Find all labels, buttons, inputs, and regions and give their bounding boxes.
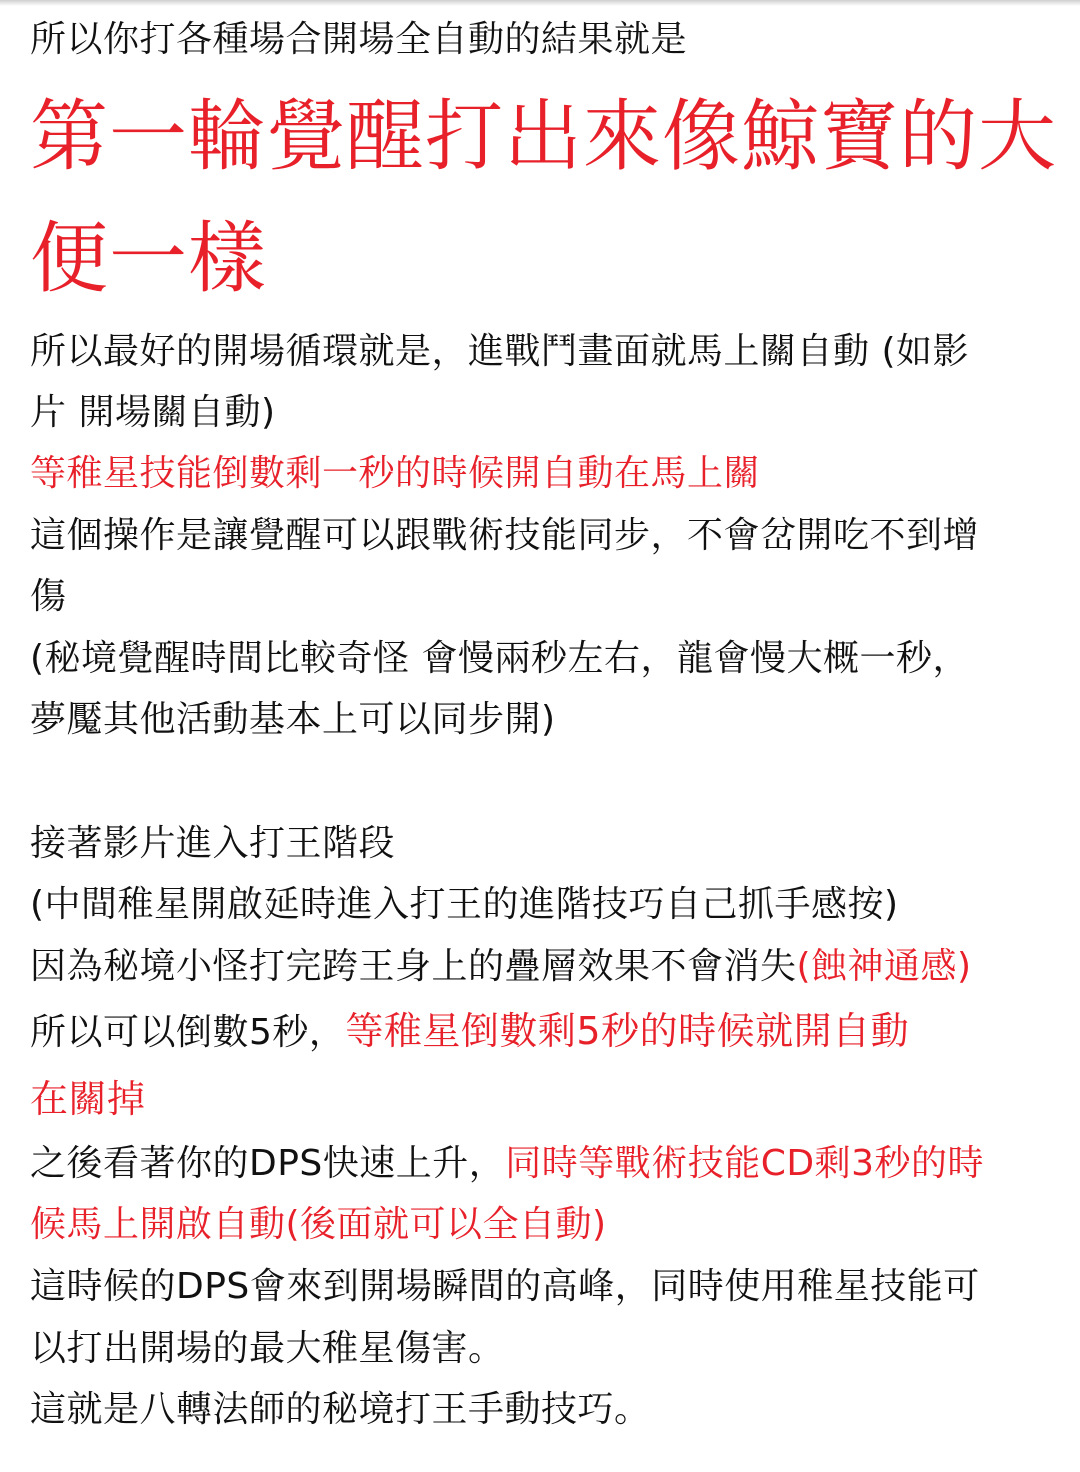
dps-rise-highlight: 同時等戰術技能CD剩3秒的時 <box>505 1143 985 1184</box>
text-line-peak-cont: 以打出開場的最大稚星傷害。 <box>30 1328 505 1369</box>
text-line-peak: 這時候的DPS會來到開場瞬間的高峰，同時使用稚星技能可 <box>30 1266 980 1307</box>
top-edge-shadow <box>0 0 1080 6</box>
countdown-5-highlight: 等稚星倒數剩5秒的時候就開自動 <box>345 1009 910 1053</box>
text-line-note-cont: 夢魘其他活動基本上可以同步開) <box>30 699 556 740</box>
stacks-text: 因為秘境小怪打完跨王身上的疊層效果不會消失 <box>30 946 797 987</box>
text-line-countdown-5 <box>30 1009 910 1053</box>
text-line-intro: 所以你打各種場合開場全自動的結果就是 <box>30 19 688 60</box>
text-line-conclusion: 這就是八轉法師的秘境打王手動技巧。 <box>30 1389 651 1430</box>
text-line-best-cycle-cont: 片 開場關自動) <box>30 392 276 433</box>
text-line-dps-rise <box>30 1143 985 1184</box>
highlight-line-auto-on: 候馬上開啟自動(後面就可以全自動) <box>30 1204 607 1245</box>
text-line-sync: 這個操作是讓覺醒可以跟戰術技能同步，不會岔開吃不到增 <box>30 515 980 556</box>
highlight-line-countdown: 等稚星技能倒數剩一秒的時候開自動在馬上關 <box>30 453 761 494</box>
countdown-5-text: 所以可以倒數5秒， <box>30 1012 346 1053</box>
headline-line-2: 便一樣 <box>30 214 268 304</box>
text-line-stacks <box>30 946 972 987</box>
text-line-advanced-tip: (中間稚星開啟延時進入打王的進階技巧自己抓手感按) <box>30 884 899 925</box>
text-line-sync-cont: 傷 <box>30 576 67 617</box>
stacks-highlight: (蝕神通感) <box>796 946 972 987</box>
highlight-line-turn-off: 在關掉 <box>30 1077 146 1121</box>
dps-rise-text: 之後看著你的DPS快速上升， <box>30 1143 506 1184</box>
headline-line-1: 第一輪覺醒打出來像鯨寶的大 <box>30 92 1058 182</box>
text-line-note: (秘境覺醒時間比較奇怪 會慢兩秒左右，龍會慢大概一秒， <box>30 638 969 679</box>
text-line-boss-phase: 接著影片進入打王階段 <box>30 823 396 864</box>
text-line-best-cycle: 所以最好的開場循環就是，進戰鬥畫面就馬上關自動 (如影 <box>30 331 969 372</box>
